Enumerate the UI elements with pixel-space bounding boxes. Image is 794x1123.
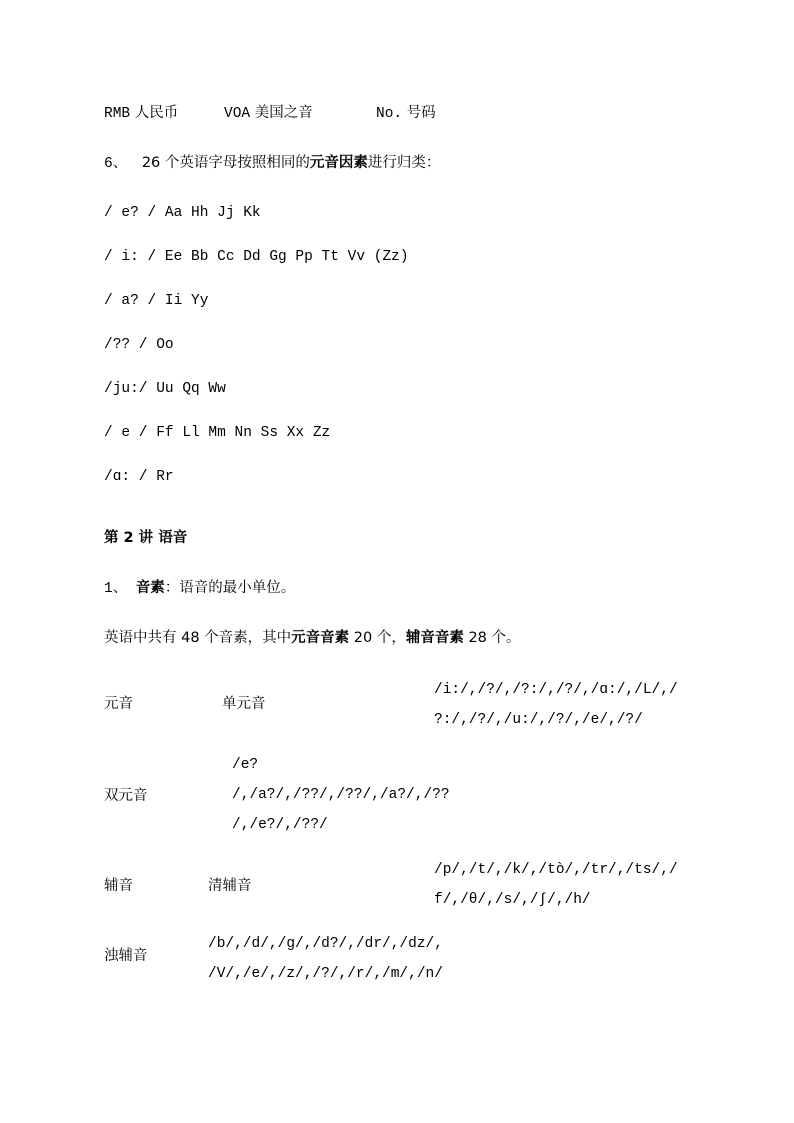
point-definition: ：语音的最小单位。 bbox=[164, 580, 296, 596]
subcategory-diphthong: 双元音 bbox=[104, 788, 148, 804]
summary-prefix: 英语中共有 48 个音素，其中 bbox=[104, 630, 292, 646]
letter-group: / i: / Ee Bb Cc Dd Gg Pp Tt Vv (Zz) bbox=[104, 249, 409, 265]
summary-consonant-count: 28 个。 bbox=[463, 630, 521, 646]
subcategory-voiced: 浊辅音 bbox=[104, 948, 148, 964]
diphthong-list-line1: /e? bbox=[232, 757, 259, 773]
letter-group: /?? / Oo bbox=[104, 337, 174, 353]
category-vowel: 元音 bbox=[104, 696, 133, 712]
abbr-voa bbox=[224, 103, 313, 124]
point-1 bbox=[104, 578, 295, 599]
phoneme-summary bbox=[104, 628, 521, 648]
category-consonant: 辅音 bbox=[104, 878, 133, 894]
monophthong-list-line2: ?:/,/?/,/u:/,/?/,/e/,/?/ bbox=[434, 712, 643, 728]
item-text-bold: 元音因素 bbox=[309, 155, 368, 171]
letter-group: / e / Ff Ll Mm Nn Ss Xx Zz bbox=[104, 425, 331, 441]
voiced-list-line1: /b/,/d/,/g/,/d?/,/dr/,/dz/, bbox=[208, 936, 443, 952]
summary-vowel-count: 20 个， bbox=[349, 630, 406, 646]
diphthong-list-line2: /,/a?/,/??/,/??/,/a?/,/?? bbox=[232, 787, 450, 803]
abbr-no bbox=[376, 103, 436, 124]
subcategory-voiceless: 清辅音 bbox=[208, 878, 252, 894]
abbr-code: VOA bbox=[224, 106, 251, 122]
item-number: 6、 bbox=[104, 156, 128, 172]
summary-consonant-label: 辅音音素 bbox=[405, 630, 464, 646]
abbr-meaning: 人民币 bbox=[134, 105, 179, 121]
letter-group: / a? / Ii Yy bbox=[104, 293, 209, 309]
diphthong-list-line3: /,/e?/,/??/ bbox=[232, 817, 328, 833]
abbr-code: RMB bbox=[104, 106, 131, 122]
item-text-suffix: 进行归类： bbox=[367, 155, 441, 171]
letter-group: /ɑ: / Rr bbox=[104, 469, 174, 485]
abbr-meaning: 美国之音 bbox=[254, 105, 313, 121]
point-number: 1、 bbox=[104, 581, 128, 597]
monophthong-list-line1: /i:/,/?/,/?:/,/?/,/ɑ:/,/L/,/ bbox=[434, 682, 678, 698]
summary-vowel-label: 元音音素 bbox=[291, 630, 350, 646]
letter-group: / e? / Aa Hh Jj Kk bbox=[104, 205, 261, 221]
abbr-rmb bbox=[104, 103, 178, 124]
item-6 bbox=[104, 153, 440, 174]
voiceless-list-line1: /p/,/t/,/k/,/tò/,/tr/,/ts/,/ bbox=[434, 862, 678, 878]
abbr-code: No. bbox=[376, 106, 403, 122]
item-text-prefix: 26 个英语字母按照相同的 bbox=[141, 155, 310, 171]
abbr-meaning: 号码 bbox=[406, 105, 436, 121]
section-title: 第 2 讲 语音 bbox=[104, 530, 188, 546]
letter-group: /ju:/ Uu Qq Ww bbox=[104, 381, 226, 397]
subcategory-monophthong: 单元音 bbox=[222, 696, 266, 712]
point-term: 音素 bbox=[135, 580, 165, 596]
voiceless-list-line2: f/,/θ/,/s/,/∫/,/h/ bbox=[434, 892, 591, 908]
voiced-list-line2: /V/,/e/,/z/,/?/,/r/,/m/,/n/ bbox=[208, 966, 443, 982]
